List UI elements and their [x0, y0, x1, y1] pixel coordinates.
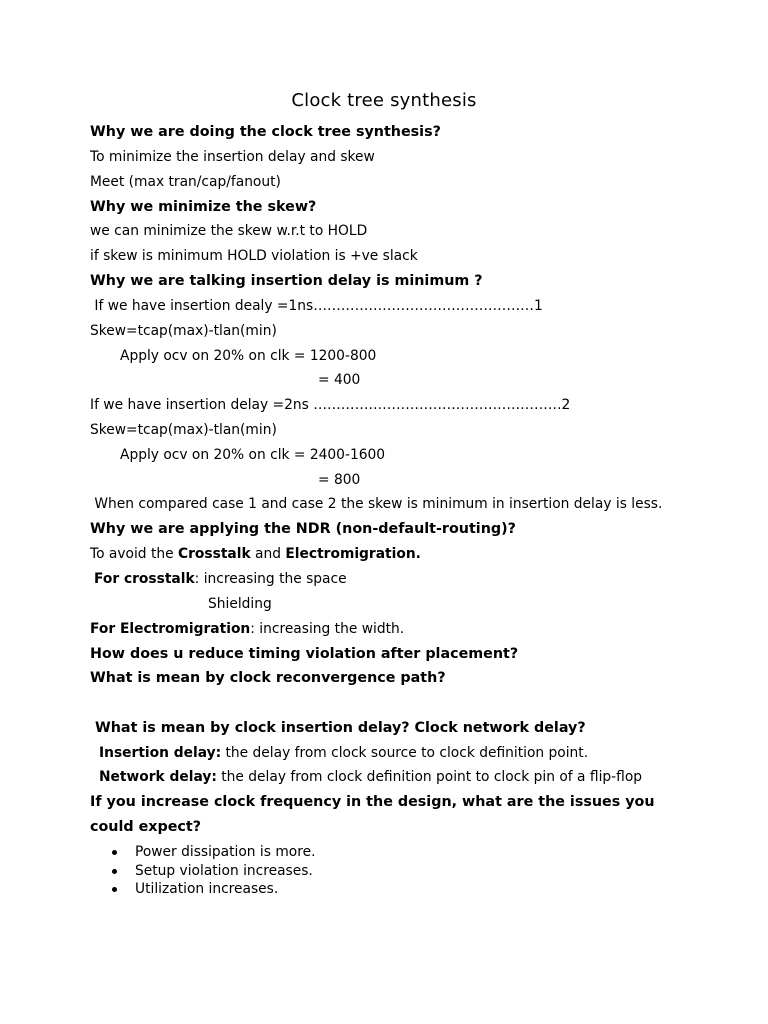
- case1-insertion-delay: If we have insertion dealy =1ns…………………………………………1: [90, 298, 543, 314]
- answer-meet-drc: Meet (max tran/cap/fanout): [90, 174, 281, 190]
- case2-result: = 800: [318, 472, 361, 488]
- question-timing-violation: How does u reduce timing violation after placement?: [90, 646, 519, 662]
- case1-skew-formula: Skew=tcap(max)-tlan(min): [90, 323, 277, 339]
- question-why-cts: Why we are doing the clock tree synthesis?: [90, 124, 441, 140]
- list-item: [112, 880, 315, 899]
- list-item-text: Utilization increases.: [135, 881, 279, 897]
- insertion-delay-label: Insertion delay:: [99, 745, 222, 761]
- document-title: Clock tree synthesis: [291, 90, 477, 111]
- electromigration-label: For Electromigration: [90, 621, 251, 637]
- question-reconvergence: What is mean by clock reconvergence path?: [90, 670, 446, 686]
- list-item: [112, 843, 315, 862]
- crosstalk-line: [94, 569, 347, 589]
- case2-skew-formula: Skew=tcap(max)-tlan(min): [90, 422, 277, 438]
- question-insertion-network-delay: What is mean by clock insertion delay? Clock network delay?: [90, 720, 586, 736]
- insertion-delay-text: the delay from clock source to clock definition point.: [221, 745, 589, 761]
- crosstalk-label: For crosstalk: [94, 571, 195, 587]
- case1-ocv: Apply ocv on 20% on clk = 1200-800: [120, 348, 377, 364]
- list-item-text: Setup violation increases.: [135, 862, 313, 879]
- electromigration-text: : increasing the width.: [250, 621, 405, 637]
- case2-ocv: Apply ocv on 20% on clk = 2400-1600: [120, 447, 386, 463]
- issues-list: [112, 843, 315, 899]
- network-delay-label: Network delay:: [99, 769, 217, 785]
- answer-skew-hold: we can minimize the skew w.r.t to HOLD: [90, 223, 368, 239]
- answer-ndr-electromigration: Electromigration.: [285, 546, 421, 562]
- question-why-minimize-skew: Why we minimize the skew?: [90, 199, 317, 215]
- bullet-icon: [112, 869, 117, 874]
- electromigration-line: [90, 619, 404, 639]
- network-delay-line: [99, 767, 642, 787]
- case1-result: = 400: [318, 372, 361, 388]
- case2-insertion-delay: If we have insertion delay =2ns ………………………………………………2: [90, 397, 571, 413]
- answer-ndr: [90, 544, 421, 564]
- insertion-delay-line: [99, 743, 588, 763]
- list-item-text: Power dissipation is more.: [135, 844, 316, 860]
- answer-ndr-and: and: [250, 546, 286, 562]
- comparison-text: When compared case 1 and case 2 the skew is minimum in insertion delay is less.: [90, 496, 663, 512]
- question-ndr: Why we are applying the NDR (non-default-routing)?: [90, 521, 516, 537]
- crosstalk-shielding: Shielding: [208, 596, 272, 612]
- question-insertion-delay: Why we are talking insertion delay is minimum ?: [90, 273, 483, 289]
- question-clock-frequency-1: If you increase clock frequency in the design, what are the issues you: [90, 794, 655, 810]
- bullet-icon: [112, 887, 117, 892]
- crosstalk-text: : increasing the space: [194, 571, 347, 587]
- bullet-icon: [112, 850, 117, 855]
- answer-ndr-crosstalk: Crosstalk: [177, 546, 251, 562]
- answer-minimize-delay-skew: To minimize the insertion delay and skew: [90, 149, 375, 165]
- answer-ndr-prefix: To avoid the: [90, 546, 178, 562]
- list-item: [112, 862, 315, 881]
- question-clock-frequency-2: could expect?: [90, 819, 202, 835]
- network-delay-text: the delay from clock definition point to clock pin of a flip-flop: [216, 769, 643, 785]
- answer-hold-slack: if skew is minimum HOLD violation is +ve slack: [90, 248, 418, 264]
